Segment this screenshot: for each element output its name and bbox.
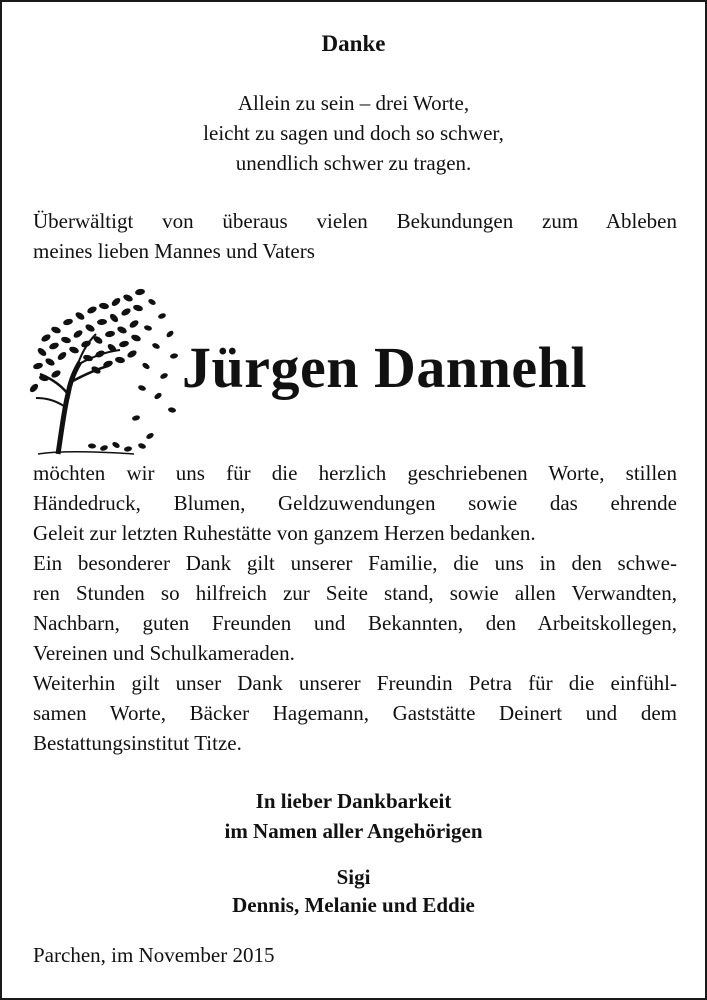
poem-line: leicht zu sagen und doch so schwer,	[203, 121, 504, 145]
poem-line: Allein zu sein – drei Worte,	[237, 91, 470, 115]
body-line: Bestattungsinstitut Titze.	[33, 731, 242, 755]
body-line: Geleit zur letzten Ruhestätte von ganzem Herzen bedanken.	[33, 521, 536, 545]
heading-title: Danke	[321, 31, 386, 56]
tree-with-falling-leaves-icon	[24, 278, 184, 458]
intro-line: meines lieben Mannes und Vaters	[33, 239, 315, 263]
place-date: Parchen, im November 2015	[33, 943, 275, 967]
body-line: Ein besonderer Dank gilt unserer Familie, die uns in den schwe-	[33, 551, 677, 575]
body-line: ren Stunden so hilfreich zur Seite stand, sowie allen Verwandten,	[33, 581, 677, 605]
closing-line: im Namen aller Angehörigen	[224, 819, 483, 843]
body-line: samen Worte, Bäcker Hagemann, Gaststätte Deinert und dem	[33, 701, 677, 725]
signatory: Dennis, Melanie und Eddie	[232, 893, 475, 917]
body-line: Weiterhin gilt unser Dank unserer Freundin Petra für die einfühl-	[33, 671, 677, 695]
deceased-name: Jürgen Dannehl	[182, 335, 588, 400]
body-line: Nachbarn, guten Freunden und Bekannten, den Arbeitskollegen,	[33, 611, 677, 635]
body-line: möchten wir uns für die herzlich geschriebenen Worte, stillen	[33, 461, 677, 485]
intro-line: Überwältigt von überaus vielen Bekundungen zum Ableben	[33, 209, 677, 233]
signatory: Sigi	[336, 865, 371, 889]
body-line: Vereinen und Schulkameraden.	[33, 641, 295, 665]
body-line: Händedruck, Blumen, Geldzuwendungen sowie das ehrende	[33, 491, 677, 515]
closing-line: In lieber Dankbarkeit	[255, 789, 452, 813]
poem-line: unendlich schwer zu tragen.	[235, 151, 472, 175]
